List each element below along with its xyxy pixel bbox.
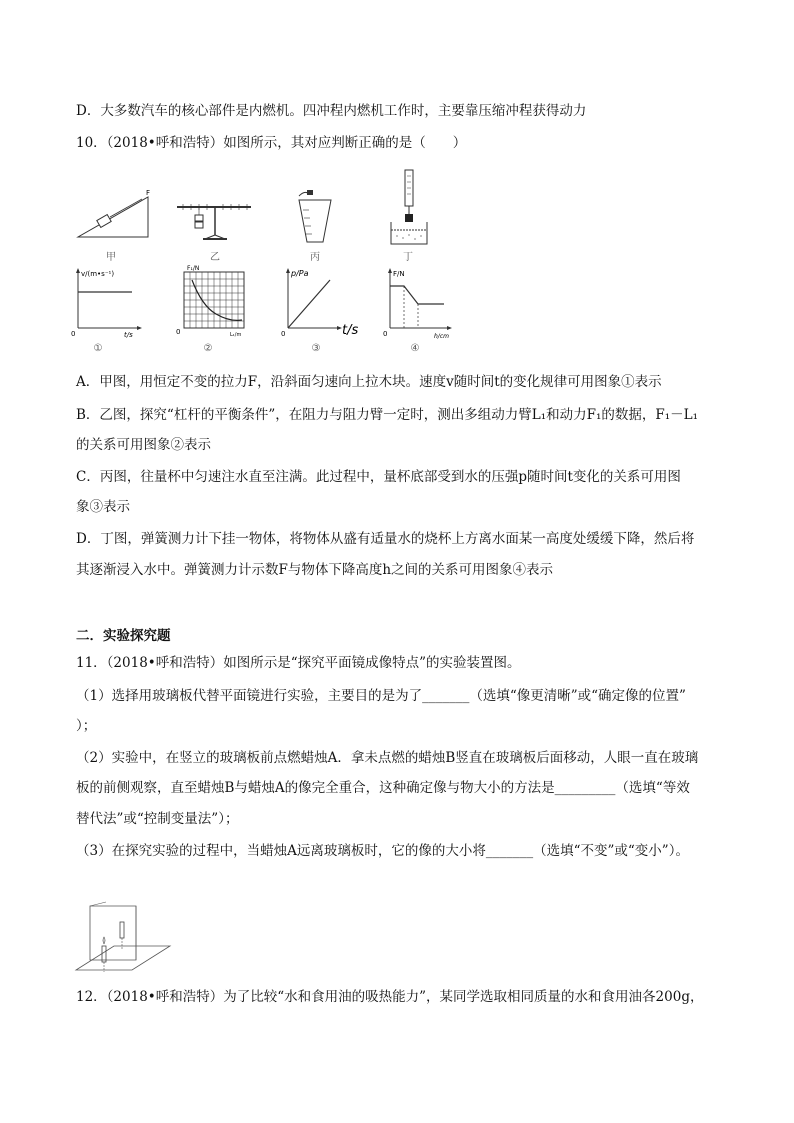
label-graph-1: ① — [93, 343, 103, 354]
section-heading-experiments: 二．实验探究题 — [76, 628, 171, 644]
graph4-y-label: F/N — [393, 270, 405, 278]
figure-jia-incline — [76, 175, 156, 240]
label-graph-2: ② — [203, 343, 213, 354]
q9-option-d: D．大多数汽车的核心部件是内燃机。四冲程内燃机工作时，主要靠压缩冲程获得动力 — [76, 103, 587, 119]
graph-3-pressure-time — [278, 266, 368, 338]
q10-option-b-line1: B．乙图，探究“杠杆的平衡条件”，在阻力与阻力臂一定时，测出多组动力臂L₁和动力F₁的数据，F₁－L₁ — [76, 407, 699, 423]
graph1-y-label: v/(m•s⁻¹) — [81, 270, 115, 278]
label-graph-4: ④ — [410, 343, 420, 354]
q10-stem: 10．（2018•呼和浩特）如图所示，其对应判断正确的是（ ） — [76, 135, 467, 151]
label-yi: 乙 — [210, 252, 220, 263]
q11-part2-line3: 替代法”或“控制变量法”）； — [76, 811, 239, 827]
q11-part1-line1: （1）选择用玻璃板代替平面镜进行实验，主要目的是为了_______（选填“像更清晰”或“确定像的位置” — [76, 688, 686, 704]
q10-option-c-line1: C．丙图，往量杯中匀速注水直至注满。此过程中，量杯底部受到水的压强p随时间t变化的关系可用图 — [76, 469, 681, 485]
figure-yi-lever — [175, 195, 255, 245]
graph2-y-label: F₁/N — [187, 265, 200, 272]
graph1-x-label: t/s — [124, 331, 133, 338]
figure-bing-beaker — [295, 180, 335, 245]
q10-option-c-line2: 象③表示 — [76, 499, 130, 515]
q11-part1-line2: ）； — [76, 718, 97, 734]
q11-stem: 11．（2018•呼和浩特）如图所示是“探究平面镜成像特点”的实验装置图。 — [76, 655, 521, 671]
graph3-y-label: p/Pa — [291, 269, 309, 278]
q12-stem: 12．（2018•呼和浩特）为了比较“水和食用油的吸热能力”，某同学选取相同质量的水和食用油各200g， — [76, 989, 704, 1005]
q10-option-d-line2: 其逐渐浸入水中。弹簧测力计示数F与物体下降高度h之间的关系可用图象④表示 — [76, 562, 554, 578]
force-label: F — [146, 189, 151, 197]
figure-plane-mirror-setup — [74, 900, 174, 978]
graph4-origin: 0 — [383, 330, 388, 338]
label-jia: 甲 — [106, 252, 116, 263]
graph3-x-label: t/s — [342, 323, 359, 338]
q11-part2-line1: （2）实验中，在竖立的玻璃板前点燃蜡烛A．拿未点燃的蜡烛B竖直在玻璃板后面移动，人眼一直在玻璃 — [76, 750, 699, 766]
q10-option-a: A．甲图，用恒定不变的拉力F，沿斜面匀速向上拉木块。速度v随时间t的变化规律可用图象①表示 — [76, 374, 662, 390]
graph3-origin: 0 — [281, 330, 286, 338]
label-bing: 丙 — [310, 252, 320, 263]
figure-ding-spring-scale — [385, 168, 435, 248]
label-graph-3: ③ — [311, 343, 321, 354]
graph-2-force-arm — [172, 262, 252, 338]
graph2-origin: 0 — [176, 328, 181, 336]
label-ding: 丁 — [403, 252, 413, 263]
graph-1-velocity-time — [66, 266, 146, 338]
graph-4-force-depth — [378, 266, 458, 342]
graph4-x-label: h/cm — [434, 333, 449, 340]
q10-option-d-line1: D．丁图，弹簧测力计下挂一物体，将物体从盛有适量水的烧杯上方离水面某一高度处缓缓下降，然后将 — [76, 531, 695, 547]
q11-part2-line2: 板的前侧观察，直至蜡烛B与蜡烛A的像完全重合，这种确定像与物大小的方法是_________（选填“等效 — [76, 780, 690, 796]
q11-part3: （3）在探究实验的过程中，当蜡烛A远离玻璃板时，它的像的大小将_______（选填“不变”或“变小”）。 — [76, 843, 689, 859]
q10-option-b-line2: 的关系可用图象②表示 — [76, 437, 211, 453]
graph1-origin: 0 — [71, 330, 76, 338]
graph2-x-label: L₁/m — [230, 332, 242, 338]
